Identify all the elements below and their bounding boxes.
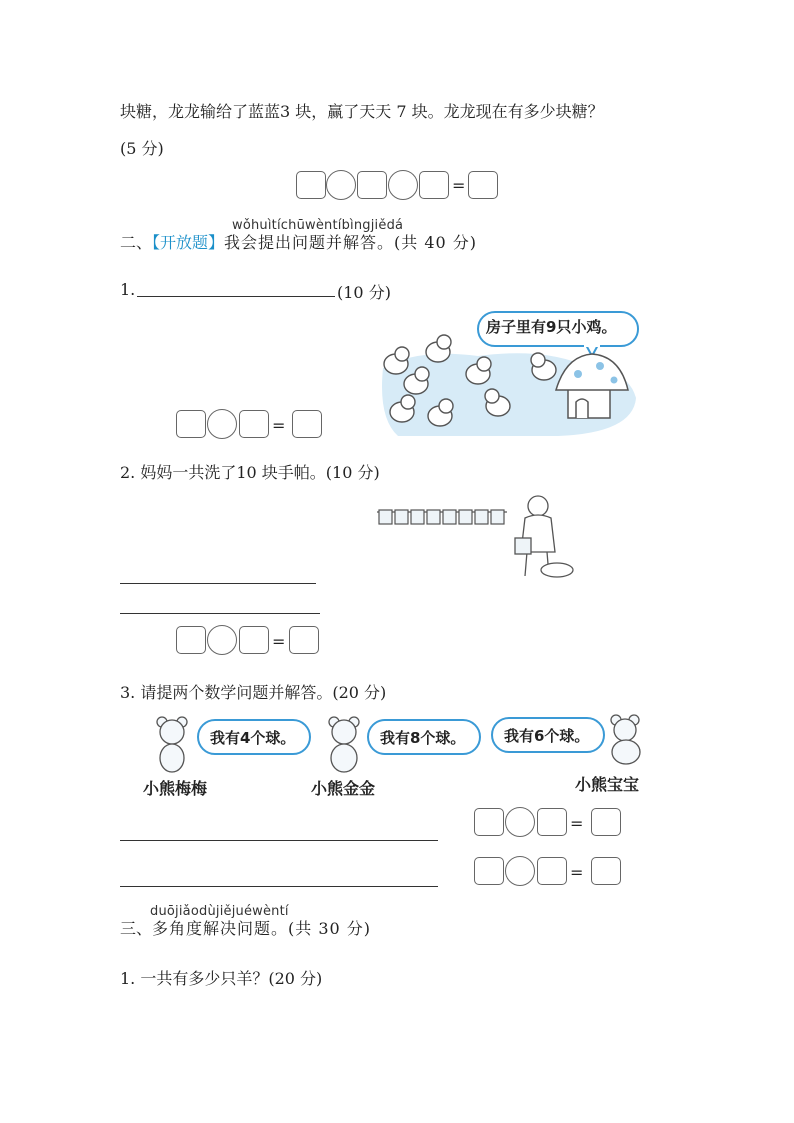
equals-sign: = [452,176,466,195]
answer-box[interactable] [474,857,504,885]
equals-sign: = [570,863,584,882]
q1-number: 1. [120,280,136,299]
mother-figure [515,496,573,577]
bear2-speech: 我有8个球。 [380,729,466,747]
open-question-tag: 【开放题】 [152,233,225,252]
result-box[interactable] [591,808,621,836]
answer-box[interactable] [239,626,269,654]
section3-q1: 1. 一共有多少只羊？(20 分) [120,969,323,988]
bear2-name: 小熊金金 [311,779,376,798]
operator-circle[interactable] [505,856,535,886]
equals-sign: = [272,632,286,651]
section3-title: 多角度解决问题。(共 30 分) [152,919,372,938]
operator-circle[interactable] [207,409,237,439]
section2-pinyin: wǒhuìtíchūwèntíbìngjiědá [232,218,404,233]
result-box[interactable] [468,171,498,199]
equals-sign: = [272,416,286,435]
operator-circle[interactable] [207,625,237,655]
answer-box[interactable] [296,171,326,199]
problem-score: (5 分) [120,139,164,158]
answer-box[interactable] [176,410,206,438]
q3-text: 3. 请提两个数学问题并解答。(20 分) [120,683,387,702]
q1-bubble-text: 房子里有9只小鸡。 [486,318,617,336]
bear1-name: 小熊梅梅 [143,779,208,798]
handkerchief-line [377,510,507,524]
result-box[interactable] [289,626,319,654]
q2-answer-line-2[interactable] [120,613,320,614]
bear1-speech: 我有4个球。 [210,729,296,747]
bear-meimei [157,717,187,772]
section3-heading [120,916,371,939]
answer-box[interactable] [176,626,206,654]
q2-answer-line-1[interactable] [120,583,316,584]
answer-box[interactable] [537,857,567,885]
q3-answer-line-2[interactable] [120,886,438,887]
problem-text: 块糖，龙龙输给了蓝蓝3 块，赢了天天 7 块。龙龙现在有多少块糖？ [120,102,604,121]
bear3-speech: 我有6个球。 [504,727,590,745]
bear-jinjin [329,717,359,772]
bear3-name: 小熊宝宝 [575,775,640,794]
result-box[interactable] [292,410,322,438]
answer-box[interactable] [474,808,504,836]
section2-title: 我会提出问题并解答。(共 40 分) [224,233,478,252]
operator-circle[interactable] [326,170,356,200]
answer-box[interactable] [239,410,269,438]
operator-circle[interactable] [505,807,535,837]
answer-box[interactable] [537,808,567,836]
bear-baobao [611,715,640,764]
answer-box[interactable] [419,171,449,199]
q3-answer-line-1[interactable] [120,840,438,841]
section3-pinyin: duōjiǎodùjiějuéwèntí [150,904,289,919]
operator-circle[interactable] [388,170,418,200]
q2-text: 2. 妈妈一共洗了10 块手帕。(10 分) [120,463,380,482]
laundry-illustration [375,490,575,582]
q1-answer-line[interactable] [137,296,335,297]
answer-box[interactable] [357,171,387,199]
q1-score: (10 分) [337,283,391,302]
section3-prefix: 三、 [120,919,153,938]
section2-prefix: 二、 [120,233,153,252]
result-box[interactable] [591,857,621,885]
equals-sign: = [570,814,584,833]
section2-heading [120,230,477,253]
